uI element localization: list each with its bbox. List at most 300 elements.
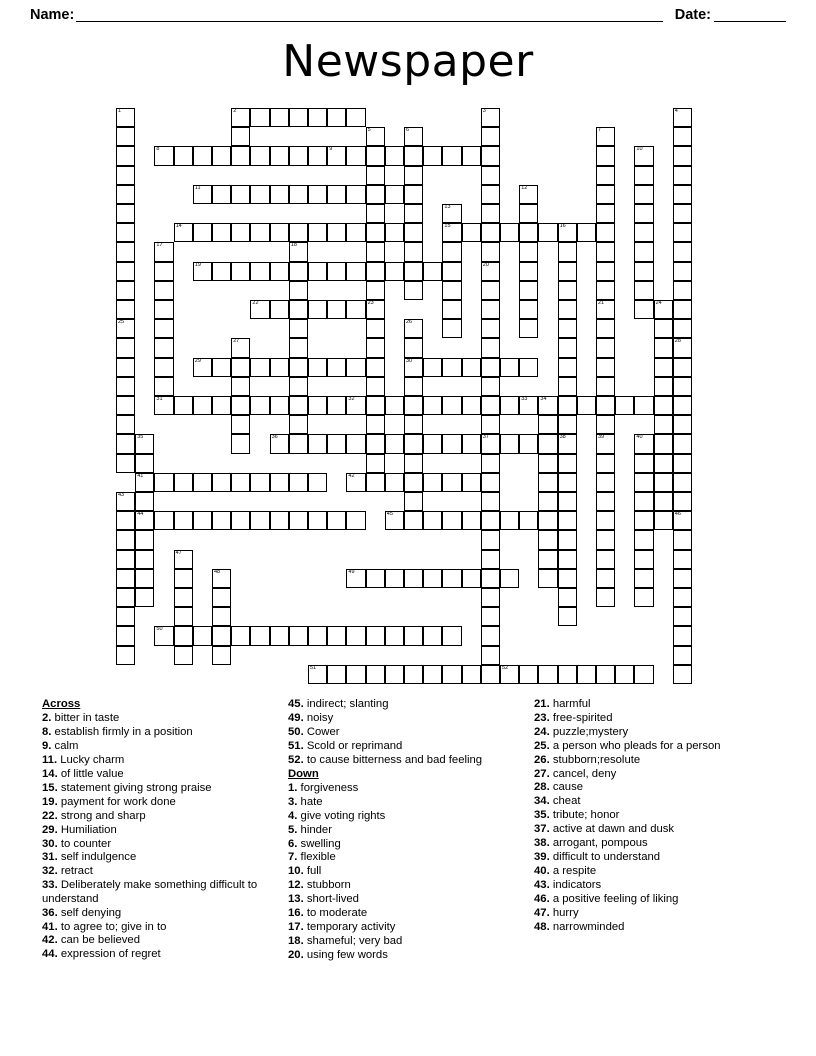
grid-cell[interactable]	[193, 396, 212, 415]
grid-cell[interactable]	[270, 185, 289, 204]
grid-cell[interactable]	[404, 377, 423, 396]
grid-cell[interactable]	[327, 434, 346, 453]
grid-cell[interactable]	[174, 146, 193, 165]
grid-cell[interactable]	[442, 300, 461, 319]
grid-cell[interactable]	[615, 665, 634, 684]
grid-cell[interactable]	[270, 146, 289, 165]
grid-cell[interactable]	[116, 185, 135, 204]
grid-cell[interactable]	[673, 185, 692, 204]
grid-cell[interactable]	[154, 281, 173, 300]
grid-cell[interactable]	[116, 530, 135, 549]
grid-cell[interactable]	[442, 511, 461, 530]
grid-cell[interactable]	[538, 396, 557, 415]
grid-cell[interactable]	[308, 185, 327, 204]
grid-cell[interactable]	[673, 377, 692, 396]
grid-cell[interactable]	[154, 377, 173, 396]
grid-cell[interactable]	[270, 300, 289, 319]
grid-cell[interactable]	[385, 434, 404, 453]
grid-cell[interactable]	[558, 319, 577, 338]
grid-cell[interactable]	[366, 204, 385, 223]
grid-cell[interactable]	[519, 434, 538, 453]
grid-cell[interactable]	[423, 396, 442, 415]
grid-cell[interactable]	[116, 358, 135, 377]
grid-cell[interactable]	[634, 530, 653, 549]
grid-cell[interactable]	[481, 607, 500, 626]
grid-cell[interactable]	[538, 454, 557, 473]
grid-cell[interactable]	[481, 454, 500, 473]
grid-cell[interactable]	[673, 646, 692, 665]
grid-cell[interactable]	[250, 108, 269, 127]
grid-cell[interactable]	[193, 473, 212, 492]
grid-cell[interactable]	[289, 262, 308, 281]
grid-cell[interactable]	[289, 300, 308, 319]
grid-cell[interactable]	[634, 166, 653, 185]
grid-cell[interactable]	[462, 665, 481, 684]
grid-cell[interactable]	[634, 434, 653, 453]
grid-cell[interactable]	[519, 223, 538, 242]
grid-cell[interactable]	[404, 146, 423, 165]
grid-cell[interactable]	[519, 242, 538, 261]
grid-cell[interactable]	[308, 146, 327, 165]
grid-cell[interactable]	[404, 454, 423, 473]
grid-cell[interactable]	[519, 665, 538, 684]
crossword-grid[interactable]	[116, 108, 702, 694]
grid-cell[interactable]	[270, 626, 289, 645]
grid-cell[interactable]	[423, 626, 442, 645]
grid-cell[interactable]	[327, 108, 346, 127]
grid-cell[interactable]	[634, 396, 653, 415]
grid-cell[interactable]	[174, 473, 193, 492]
grid-cell[interactable]	[270, 511, 289, 530]
grid-cell[interactable]	[481, 338, 500, 357]
grid-cell[interactable]	[289, 146, 308, 165]
grid-cell[interactable]	[135, 492, 154, 511]
grid-cell[interactable]	[135, 530, 154, 549]
grid-cell[interactable]	[462, 434, 481, 453]
grid-cell[interactable]	[116, 454, 135, 473]
grid-cell[interactable]	[481, 108, 500, 127]
grid-cell[interactable]	[596, 185, 615, 204]
grid-cell[interactable]	[250, 223, 269, 242]
grid-cell[interactable]	[481, 626, 500, 645]
grid-cell[interactable]	[174, 607, 193, 626]
grid-cell[interactable]	[596, 223, 615, 242]
grid-cell[interactable]	[423, 434, 442, 453]
grid-cell[interactable]	[270, 262, 289, 281]
grid-cell[interactable]	[250, 473, 269, 492]
grid-cell[interactable]	[481, 185, 500, 204]
grid-cell[interactable]	[346, 626, 365, 645]
grid-cell[interactable]	[596, 550, 615, 569]
grid-cell[interactable]	[212, 646, 231, 665]
grid-cell[interactable]	[135, 473, 154, 492]
grid-cell[interactable]	[404, 492, 423, 511]
grid-cell[interactable]	[404, 185, 423, 204]
grid-cell[interactable]	[673, 473, 692, 492]
grid-cell[interactable]	[654, 338, 673, 357]
grid-cell[interactable]	[596, 377, 615, 396]
grid-cell[interactable]	[404, 358, 423, 377]
grid-cell[interactable]	[481, 588, 500, 607]
grid-cell[interactable]	[346, 108, 365, 127]
grid-cell[interactable]	[558, 569, 577, 588]
grid-cell[interactable]	[385, 223, 404, 242]
grid-cell[interactable]	[366, 377, 385, 396]
grid-cell[interactable]	[193, 146, 212, 165]
grid-cell[interactable]	[346, 396, 365, 415]
grid-cell[interactable]	[596, 396, 615, 415]
grid-cell[interactable]	[538, 550, 557, 569]
grid-cell[interactable]	[366, 223, 385, 242]
grid-cell[interactable]	[289, 377, 308, 396]
grid-cell[interactable]	[596, 530, 615, 549]
grid-cell[interactable]	[212, 569, 231, 588]
grid-cell[interactable]	[154, 242, 173, 261]
grid-cell[interactable]	[481, 127, 500, 146]
grid-cell[interactable]	[481, 300, 500, 319]
grid-cell[interactable]	[442, 569, 461, 588]
grid-cell[interactable]	[116, 588, 135, 607]
grid-cell[interactable]	[481, 530, 500, 549]
grid-cell[interactable]	[289, 281, 308, 300]
grid-cell[interactable]	[596, 415, 615, 434]
grid-cell[interactable]	[174, 511, 193, 530]
grid-cell[interactable]	[404, 319, 423, 338]
grid-cell[interactable]	[289, 223, 308, 242]
grid-cell[interactable]	[116, 127, 135, 146]
grid-cell[interactable]	[596, 204, 615, 223]
grid-cell[interactable]	[346, 511, 365, 530]
grid-cell[interactable]	[366, 569, 385, 588]
grid-cell[interactable]	[615, 396, 634, 415]
grid-cell[interactable]	[558, 223, 577, 242]
grid-cell[interactable]	[231, 377, 250, 396]
grid-cell[interactable]	[116, 396, 135, 415]
grid-cell[interactable]	[634, 146, 653, 165]
grid-cell[interactable]	[212, 262, 231, 281]
grid-cell[interactable]	[481, 166, 500, 185]
grid-cell[interactable]	[212, 607, 231, 626]
grid-cell[interactable]	[289, 473, 308, 492]
grid-cell[interactable]	[116, 646, 135, 665]
grid-cell[interactable]	[116, 223, 135, 242]
grid-cell[interactable]	[308, 108, 327, 127]
grid-cell[interactable]	[308, 262, 327, 281]
grid-cell[interactable]	[346, 665, 365, 684]
grid-cell[interactable]	[154, 338, 173, 357]
grid-cell[interactable]	[250, 146, 269, 165]
grid-cell[interactable]	[634, 550, 653, 569]
grid-cell[interactable]	[308, 396, 327, 415]
date-write-line[interactable]	[714, 8, 786, 22]
grid-cell[interactable]	[654, 415, 673, 434]
grid-cell[interactable]	[481, 550, 500, 569]
grid-cell[interactable]	[154, 511, 173, 530]
grid-cell[interactable]	[634, 204, 653, 223]
grid-cell[interactable]	[462, 569, 481, 588]
grid-cell[interactable]	[500, 569, 519, 588]
grid-cell[interactable]	[212, 185, 231, 204]
grid-cell[interactable]	[654, 454, 673, 473]
grid-cell[interactable]	[442, 262, 461, 281]
grid-cell[interactable]	[673, 146, 692, 165]
grid-cell[interactable]	[154, 300, 173, 319]
grid-cell[interactable]	[116, 550, 135, 569]
grid-cell[interactable]	[481, 223, 500, 242]
grid-cell[interactable]	[154, 626, 173, 645]
grid-cell[interactable]	[634, 185, 653, 204]
grid-cell[interactable]	[596, 166, 615, 185]
grid-cell[interactable]	[481, 492, 500, 511]
grid-cell[interactable]	[174, 569, 193, 588]
grid-cell[interactable]	[327, 665, 346, 684]
grid-cell[interactable]	[174, 223, 193, 242]
grid-cell[interactable]	[289, 108, 308, 127]
grid-cell[interactable]	[654, 300, 673, 319]
grid-cell[interactable]	[250, 185, 269, 204]
grid-cell[interactable]	[673, 626, 692, 645]
grid-cell[interactable]	[634, 262, 653, 281]
grid-cell[interactable]	[654, 473, 673, 492]
grid-cell[interactable]	[538, 473, 557, 492]
grid-cell[interactable]	[481, 358, 500, 377]
grid-cell[interactable]	[558, 415, 577, 434]
grid-cell[interactable]	[116, 338, 135, 357]
grid-cell[interactable]	[673, 492, 692, 511]
grid-cell[interactable]	[596, 434, 615, 453]
grid-cell[interactable]	[442, 358, 461, 377]
grid-cell[interactable]	[500, 665, 519, 684]
grid-cell[interactable]	[423, 262, 442, 281]
grid-cell[interactable]	[558, 607, 577, 626]
grid-cell[interactable]	[634, 223, 653, 242]
grid-cell[interactable]	[634, 588, 653, 607]
grid-cell[interactable]	[673, 300, 692, 319]
grid-cell[interactable]	[481, 473, 500, 492]
grid-cell[interactable]	[558, 665, 577, 684]
grid-cell[interactable]	[519, 319, 538, 338]
grid-cell[interactable]	[538, 569, 557, 588]
grid-cell[interactable]	[404, 262, 423, 281]
grid-cell[interactable]	[404, 223, 423, 242]
grid-cell[interactable]	[481, 281, 500, 300]
grid-cell[interactable]	[135, 550, 154, 569]
grid-cell[interactable]	[116, 377, 135, 396]
grid-cell[interactable]	[135, 454, 154, 473]
grid-cell[interactable]	[366, 242, 385, 261]
name-write-line[interactable]	[76, 8, 662, 22]
grid-cell[interactable]	[404, 434, 423, 453]
grid-cell[interactable]	[116, 281, 135, 300]
grid-cell[interactable]	[116, 300, 135, 319]
grid-cell[interactable]	[558, 550, 577, 569]
grid-cell[interactable]	[193, 626, 212, 645]
grid-cell[interactable]	[558, 242, 577, 261]
grid-cell[interactable]	[673, 166, 692, 185]
grid-cell[interactable]	[538, 492, 557, 511]
grid-cell[interactable]	[673, 511, 692, 530]
grid-cell[interactable]	[423, 473, 442, 492]
grid-cell[interactable]	[462, 358, 481, 377]
grid-cell[interactable]	[673, 281, 692, 300]
grid-cell[interactable]	[596, 569, 615, 588]
grid-cell[interactable]	[212, 396, 231, 415]
grid-cell[interactable]	[231, 434, 250, 453]
grid-cell[interactable]	[404, 242, 423, 261]
grid-cell[interactable]	[423, 146, 442, 165]
grid-cell[interactable]	[596, 262, 615, 281]
grid-cell[interactable]	[346, 300, 365, 319]
grid-cell[interactable]	[289, 626, 308, 645]
grid-cell[interactable]	[270, 434, 289, 453]
grid-cell[interactable]	[634, 492, 653, 511]
grid-cell[interactable]	[673, 665, 692, 684]
grid-cell[interactable]	[385, 262, 404, 281]
grid-cell[interactable]	[193, 185, 212, 204]
grid-cell[interactable]	[346, 434, 365, 453]
grid-cell[interactable]	[154, 396, 173, 415]
grid-cell[interactable]	[673, 262, 692, 281]
grid-cell[interactable]	[327, 300, 346, 319]
grid-cell[interactable]	[366, 358, 385, 377]
grid-cell[interactable]	[673, 127, 692, 146]
grid-cell[interactable]	[538, 415, 557, 434]
grid-cell[interactable]	[673, 108, 692, 127]
grid-cell[interactable]	[289, 338, 308, 357]
grid-cell[interactable]	[673, 204, 692, 223]
grid-cell[interactable]	[577, 223, 596, 242]
grid-cell[interactable]	[193, 511, 212, 530]
grid-cell[interactable]	[231, 108, 250, 127]
grid-cell[interactable]	[596, 319, 615, 338]
grid-cell[interactable]	[366, 415, 385, 434]
grid-cell[interactable]	[634, 300, 653, 319]
grid-cell[interactable]	[270, 396, 289, 415]
grid-cell[interactable]	[423, 358, 442, 377]
grid-cell[interactable]	[442, 281, 461, 300]
grid-cell[interactable]	[596, 454, 615, 473]
grid-cell[interactable]	[481, 377, 500, 396]
grid-cell[interactable]	[404, 569, 423, 588]
grid-cell[interactable]	[174, 396, 193, 415]
grid-cell[interactable]	[404, 127, 423, 146]
grid-cell[interactable]	[558, 454, 577, 473]
grid-cell[interactable]	[231, 511, 250, 530]
grid-cell[interactable]	[327, 511, 346, 530]
grid-cell[interactable]	[654, 377, 673, 396]
grid-cell[interactable]	[346, 569, 365, 588]
grid-cell[interactable]	[327, 396, 346, 415]
grid-cell[interactable]	[212, 511, 231, 530]
grid-cell[interactable]	[116, 242, 135, 261]
grid-cell[interactable]	[404, 204, 423, 223]
grid-cell[interactable]	[404, 473, 423, 492]
grid-cell[interactable]	[673, 242, 692, 261]
grid-cell[interactable]	[231, 338, 250, 357]
grid-cell[interactable]	[346, 262, 365, 281]
grid-cell[interactable]	[481, 511, 500, 530]
grid-cell[interactable]	[366, 166, 385, 185]
grid-cell[interactable]	[154, 146, 173, 165]
grid-cell[interactable]	[116, 434, 135, 453]
grid-cell[interactable]	[385, 473, 404, 492]
grid-cell[interactable]	[174, 646, 193, 665]
grid-cell[interactable]	[289, 396, 308, 415]
grid-cell[interactable]	[250, 511, 269, 530]
grid-cell[interactable]	[116, 511, 135, 530]
grid-cell[interactable]	[135, 569, 154, 588]
grid-cell[interactable]	[673, 415, 692, 434]
grid-cell[interactable]	[673, 550, 692, 569]
grid-cell[interactable]	[385, 626, 404, 645]
grid-cell[interactable]	[634, 511, 653, 530]
grid-cell[interactable]	[519, 511, 538, 530]
grid-cell[interactable]	[116, 108, 135, 127]
grid-cell[interactable]	[558, 530, 577, 549]
grid-cell[interactable]	[404, 626, 423, 645]
grid-cell[interactable]	[231, 223, 250, 242]
grid-cell[interactable]	[462, 223, 481, 242]
grid-cell[interactable]	[385, 569, 404, 588]
grid-cell[interactable]	[634, 281, 653, 300]
grid-cell[interactable]	[366, 319, 385, 338]
grid-cell[interactable]	[231, 626, 250, 645]
grid-cell[interactable]	[231, 396, 250, 415]
grid-cell[interactable]	[673, 338, 692, 357]
grid-cell[interactable]	[481, 242, 500, 261]
grid-cell[interactable]	[673, 569, 692, 588]
grid-cell[interactable]	[423, 569, 442, 588]
grid-cell[interactable]	[174, 588, 193, 607]
grid-cell[interactable]	[135, 511, 154, 530]
grid-cell[interactable]	[673, 434, 692, 453]
grid-cell[interactable]	[289, 415, 308, 434]
grid-cell[interactable]	[596, 146, 615, 165]
grid-cell[interactable]	[538, 665, 557, 684]
grid-cell[interactable]	[385, 396, 404, 415]
grid-cell[interactable]	[500, 511, 519, 530]
grid-cell[interactable]	[654, 492, 673, 511]
grid-cell[interactable]	[385, 146, 404, 165]
grid-cell[interactable]	[385, 665, 404, 684]
grid-cell[interactable]	[346, 185, 365, 204]
grid-cell[interactable]	[558, 377, 577, 396]
grid-cell[interactable]	[596, 281, 615, 300]
grid-cell[interactable]	[519, 396, 538, 415]
grid-cell[interactable]	[116, 204, 135, 223]
grid-cell[interactable]	[500, 396, 519, 415]
grid-cell[interactable]	[212, 358, 231, 377]
grid-cell[interactable]	[673, 588, 692, 607]
grid-cell[interactable]	[366, 281, 385, 300]
grid-cell[interactable]	[308, 665, 327, 684]
grid-cell[interactable]	[558, 300, 577, 319]
grid-cell[interactable]	[135, 588, 154, 607]
grid-cell[interactable]	[500, 223, 519, 242]
grid-cell[interactable]	[558, 511, 577, 530]
grid-cell[interactable]	[596, 473, 615, 492]
grid-cell[interactable]	[442, 223, 461, 242]
grid-cell[interactable]	[231, 146, 250, 165]
grid-cell[interactable]	[634, 665, 653, 684]
grid-cell[interactable]	[308, 358, 327, 377]
grid-cell[interactable]	[116, 166, 135, 185]
grid-cell[interactable]	[116, 492, 135, 511]
grid-cell[interactable]	[366, 146, 385, 165]
grid-cell[interactable]	[558, 338, 577, 357]
grid-cell[interactable]	[519, 358, 538, 377]
grid-cell[interactable]	[673, 454, 692, 473]
